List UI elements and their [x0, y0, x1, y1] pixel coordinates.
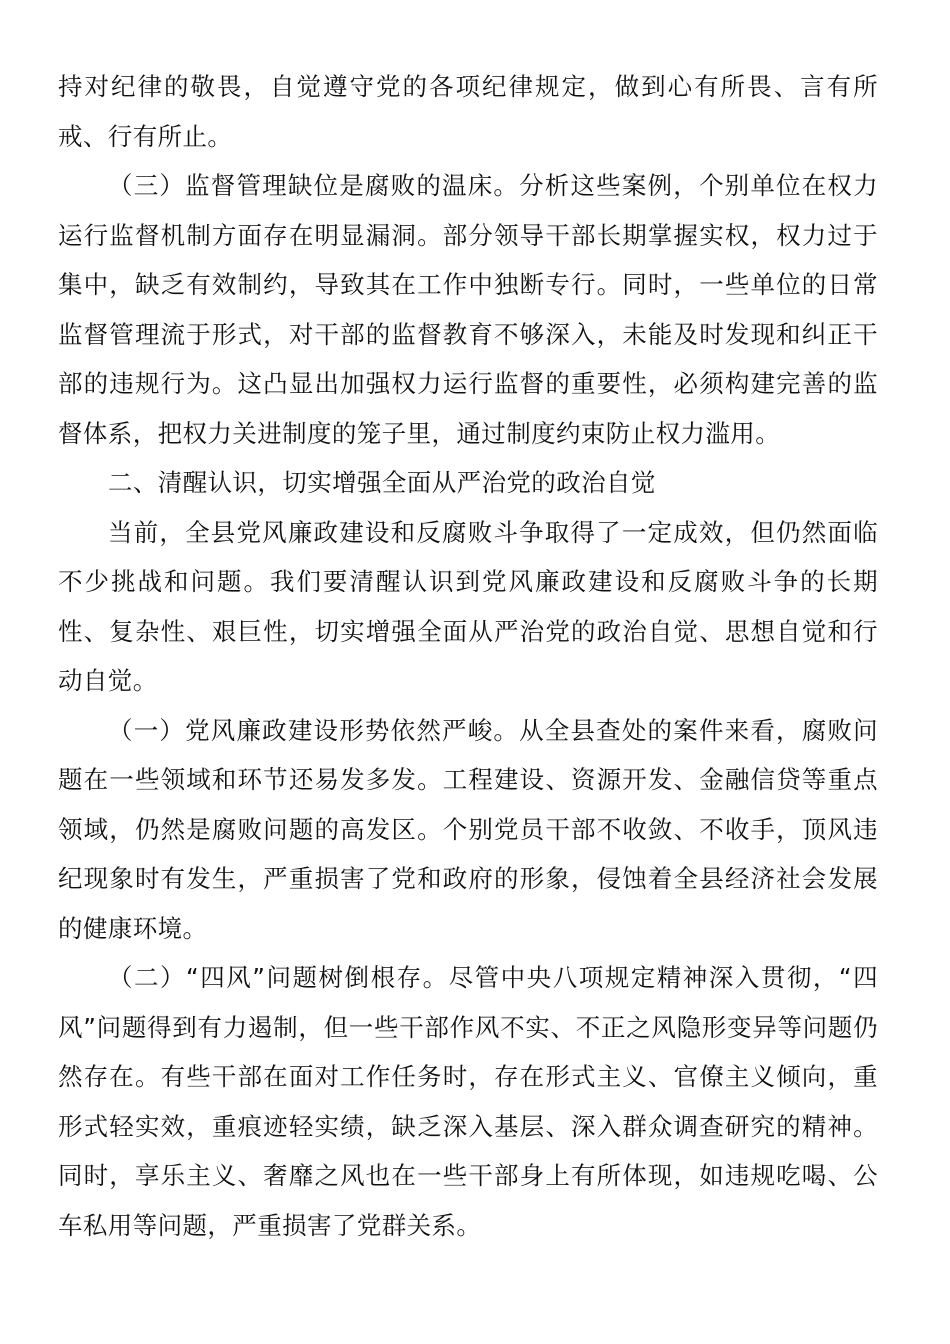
- paragraph-current-situation: 当前，全县党风廉政建设和反腐败斗争取得了一定成效，但仍然面临不少挑战和问题。我们要清醒认识到党风廉政建设和反腐败斗争的长期性、复杂性、艰巨性，切实增强全面从严治党的政治自觉、思想自觉和行动自觉。: [58, 517, 878, 695]
- paragraph-four-styles: （二）“四风”问题树倒根存。尽管中央八项规定精神深入贯彻，“四风”问题得到有力遏制，但一些干部作风不实、不正之风隐形变异等问题仍然存在。有些干部在面对工作任务时，存在形式主义、官僚主义倾向，重形式轻实效，重痕迹轻实绩，缺乏深入基层、深入群众调查研究的精神。同时，享乐主义、奢靡之风也在一些干部身上有所体现，如违规吃喝、公车私用等问题，严重损害了党群关系。: [58, 963, 878, 1240]
- paragraph-continuation: 持对纪律的敬畏，自觉遵守党的各项纪律规定，做到心有所畏、言有所戒、行有所止。: [58, 72, 878, 151]
- document-page: [58, 62, 878, 1250]
- section-two-heading: 二、清醒认识，切实增强全面从严治党的政治自觉: [108, 468, 656, 497]
- paragraph-supervision-gap: （三）监督管理缺位是腐败的温床。分析这些案例，个别单位在权力运行监督机制方面存在明显漏洞。部分领导干部长期掌握实权，权力过于集中，缺乏有效制约，导致其在工作中独断专行。同时，一些单位的日常监督管理流于形式，对干部的监督教育不够深入，未能及时发现和纠正干部的违规行为。这凸显出加强权力运行监督的重要性，必须构建完善的监督体系，把权力关进制度的笼子里，通过制度约束防止权力滥用。: [58, 171, 878, 448]
- paragraph-severe-situation: （一）党风廉政建设形势依然严峻。从全县查处的案件来看，腐败问题在一些领域和环节还易发多发。工程建设、资源开发、金融信贷等重点领域，仍然是腐败问题的高发区。个别党员干部不收敛、不收手，顶风违纪现象时有发生，严重损害了党和政府的形象，侵蚀着全县经济社会发展的健康环境。: [58, 715, 878, 943]
